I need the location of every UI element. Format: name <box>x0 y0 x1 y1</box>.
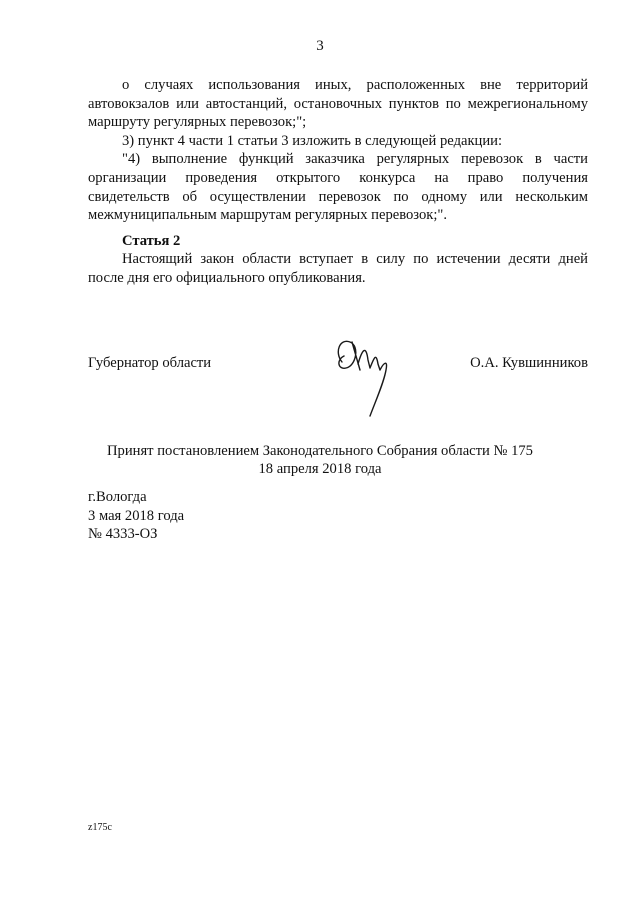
paragraph-line: свидетельств об осуществлении перевозок по одному или нескольким <box>88 188 588 205</box>
amendment-text <box>88 76 588 225</box>
signer-name: О.А. Кувшинников <box>470 355 588 371</box>
article-heading: Статья 2 <box>122 233 181 249</box>
paragraph-line: автовокзалов или автостанций, остановочных пунктов по межрегиональному <box>88 95 588 112</box>
place-date-block <box>88 488 184 544</box>
paragraph-line: "4) выполнение функций заказчика регулярных перевозок в части <box>122 151 588 168</box>
paragraph-item-3: 3) пункт 4 части 1 статьи 3 изложить в следующей редакции: <box>122 132 503 149</box>
handwritten-signature <box>330 330 410 420</box>
signer-title: Губернатор области <box>88 355 212 371</box>
adoption-note <box>0 442 640 478</box>
paragraph-line: Настоящий закон области вступает в силу по истечении десяти дней <box>122 251 588 267</box>
adoption-date: 18 апреля 2018 года <box>258 461 382 477</box>
paragraph-line: межмуниципальным маршрутам регулярных перевозок;". <box>88 207 448 224</box>
paragraph-line: после дня его официального опубликования. <box>88 269 366 286</box>
page-number: 3 <box>316 38 324 54</box>
city: г.Вологда <box>88 489 147 505</box>
paragraph-line: о случаях использования иных, расположенных вне территорий <box>122 77 588 93</box>
paragraph-line: маршруту регулярных перевозок;"; <box>88 114 307 131</box>
document-code: z175c <box>88 822 112 833</box>
date: 3 мая 2018 года <box>88 507 185 524</box>
article-2-text <box>88 250 588 287</box>
adoption-line: Принят постановлением Законодательного Собрания области № 175 <box>107 443 533 459</box>
paragraph-line: организации проведения открытого конкурса на право получения <box>88 169 588 186</box>
law-number: № 4333-ОЗ <box>88 526 158 542</box>
